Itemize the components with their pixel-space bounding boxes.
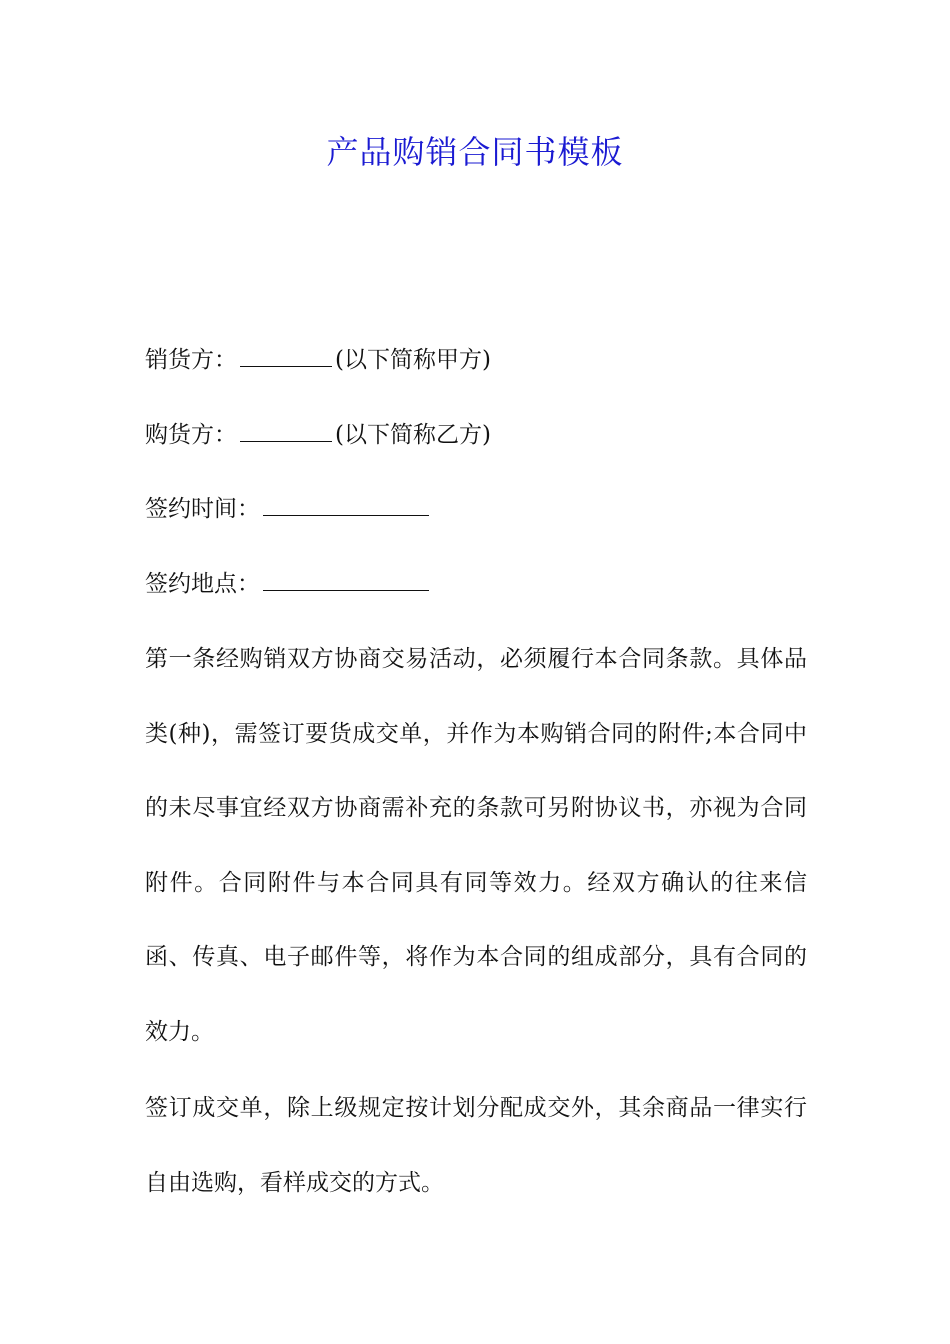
clause-paragraph-1: 第一条经购销双方协商交易活动，必须履行本合同条款。具体品类(种)，需签订要货成交单，并作为本购销合同的附件;本合同中的未尽事宜经双方协商需补充的条款可另附协议书，亦视为合同附件。合同附件与本合同具有同等效力。经双方确认的往来信函、传真、电子邮件等，将作为本合同的组成部分，具有合同的效力。 [145,646,807,1045]
sign-place-field [145,566,815,602]
seller-label: 销货方： [145,347,237,373]
sign-time-label: 签约时间： [145,496,260,522]
buyer-blank [240,419,332,442]
clause-paragraph-2: 签订成交单，除上级规定按计划分配成交外，其余商品一律实行自由选购，看样成交的方式。 [145,1095,807,1196]
seller-note: (以下简称甲方) [335,347,491,373]
sign-time-blank [263,493,429,516]
buyer-field [145,417,815,453]
sign-place-blank [263,568,429,591]
buyer-note: (以下简称乙方) [335,422,491,448]
seller-blank [240,344,332,367]
seller-field [145,342,815,378]
sign-place-label: 签约地点： [145,571,260,597]
buyer-label: 购货方： [145,422,237,448]
document-title: 产品购销合同书模板 [326,133,624,171]
sign-time-field [145,491,815,527]
